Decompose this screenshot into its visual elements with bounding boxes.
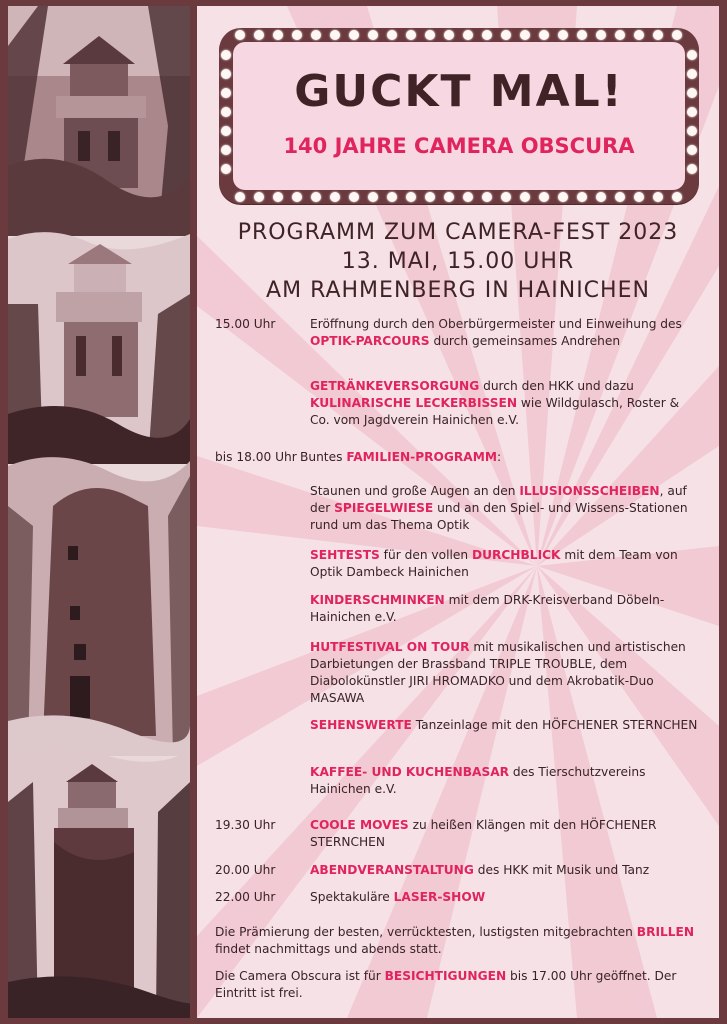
marquee-bulb <box>311 192 321 202</box>
highlight-text: GETRÄNKEVERSORGUNG <box>310 379 480 393</box>
marquee-bulb <box>221 69 231 79</box>
marquee-bulb <box>539 30 549 40</box>
program-description <box>310 316 700 350</box>
marquee-bulb <box>634 30 644 40</box>
highlight-text: FAMILIEN-PROGRAMM <box>346 450 497 464</box>
marquee-bulb <box>615 30 625 40</box>
body-text: Spektakuläre <box>310 890 394 904</box>
body-text: : <box>496 450 502 464</box>
marquee-bulb <box>687 107 697 117</box>
body-text: Die Prämierung der besten, verrücktesten, lustigsten mitgebrachten <box>215 925 637 939</box>
marquee-bulb <box>687 50 697 60</box>
marquee-bulb <box>221 88 231 98</box>
marquee-bulb <box>292 192 302 202</box>
marquee-bulb <box>235 30 245 40</box>
marquee-bulb <box>221 107 231 117</box>
program-description <box>310 592 700 626</box>
body-text: Staunen und große Augen an den <box>310 484 520 498</box>
program-heading: PROGRAMM ZUM CAMERA-FEST 2023 <box>237 220 679 245</box>
marquee-bulb <box>221 164 231 174</box>
program-description <box>310 547 700 581</box>
body-text: mit dem DRK-Kreisverband Döbeln-Hainichen e.V. <box>310 593 665 624</box>
highlight-text: OPTIK-PARCOURS <box>310 334 430 348</box>
marquee-bulb <box>596 30 606 40</box>
marquee-bulb <box>501 30 511 40</box>
program-time: 19.30 Uhr <box>215 818 276 832</box>
marquee-bulb <box>406 30 416 40</box>
marquee-bulb <box>387 30 397 40</box>
program-description <box>310 483 700 534</box>
body-text: mit musikalischen und artistischen Darbietungen der Brassband TRIPLE TROUBLE, dem Diabolokünstler JIRI HROMADKO und dem Akrobatik-Duo MASAWA <box>310 640 686 705</box>
marquee-bulb <box>425 192 435 202</box>
marquee-bulb <box>387 192 397 202</box>
marquee-bulb <box>653 192 663 202</box>
highlight-text: ABENDVERANSTALTUNG <box>310 863 474 877</box>
highlight-text: BESICHTIGUNGEN <box>384 969 507 983</box>
marquee-bulb <box>558 30 568 40</box>
footer-note <box>215 968 705 1002</box>
marquee-bulb <box>463 30 473 40</box>
highlight-text: ILLUSIONSSCHEIBEN <box>519 484 660 498</box>
highlight-text: SEHENSWERTE <box>310 718 412 732</box>
marquee-bulb <box>577 30 587 40</box>
program-description <box>310 639 700 707</box>
tower-photo-4 <box>8 742 190 1018</box>
page-title: GUCKT MAL! <box>294 66 624 117</box>
marquee-bulb <box>221 126 231 136</box>
body-text: wie Wildgulasch, Roster & Co. vom Jagdverein Hainichen e.V. <box>310 396 680 427</box>
footer-note <box>215 924 705 958</box>
marquee-bulb <box>687 88 697 98</box>
body-text: findet nachmittags und abends statt. <box>215 942 442 956</box>
program-time: 15.00 Uhr <box>215 317 276 331</box>
marquee-bulb <box>687 145 697 155</box>
program-description <box>300 449 690 466</box>
event-date: 13. MAI, 15.00 UHR <box>341 249 575 274</box>
program-time: 22.00 Uhr <box>215 890 276 904</box>
body-text: und an den Spiel- und Wissens-Stationen rund um das Thema Optik <box>310 501 688 532</box>
program-description <box>310 862 700 879</box>
tower-photo-3 <box>8 436 190 756</box>
marquee-bulb <box>406 192 416 202</box>
program-description <box>310 764 700 798</box>
highlight-text: KULINARISCHE LECKERBISSEN <box>310 396 518 410</box>
body-text: Die Camera Obscura ist für <box>215 969 385 983</box>
marquee-bulb <box>235 192 245 202</box>
marquee-bulb <box>311 30 321 40</box>
highlight-text: SEHTESTS <box>310 548 380 562</box>
marquee-bulb <box>672 192 682 202</box>
page-subtitle: 140 JAHRE CAMERA OBSCURA <box>283 134 635 158</box>
marquee-bulb <box>501 192 511 202</box>
body-text: durch gemeinsames Andrehen <box>429 334 621 348</box>
body-text: mit dem Team von Optik Dambeck Hainichen <box>310 548 678 579</box>
marquee-bulb <box>687 126 697 136</box>
marquee-bulb <box>482 30 492 40</box>
marquee-bulb <box>368 192 378 202</box>
body-text: Buntes <box>300 450 347 464</box>
body-text: zu heißen Klängen mit den HÖFCHENER STERNCHEN <box>310 818 657 849</box>
marquee-bulb <box>444 192 454 202</box>
body-text: , auf der <box>310 484 687 515</box>
marquee-bulb <box>349 30 359 40</box>
body-text: Tanzeinlage mit den HÖFCHENER STERNCHEN <box>411 718 698 732</box>
marquee-bulb <box>520 192 530 202</box>
marquee-bulb <box>292 30 302 40</box>
highlight-text: SPIEGELWIESE <box>334 501 434 515</box>
program-description <box>310 889 700 906</box>
body-text: des HKK mit Musik und Tanz <box>473 863 650 877</box>
marquee-bulb <box>482 192 492 202</box>
tower-photo-2 <box>8 224 190 464</box>
marquee-bulb <box>221 145 231 155</box>
marquee-bulb <box>577 192 587 202</box>
marquee-bulb <box>330 30 340 40</box>
body-text: des Tierschutzvereins Hainichen e.V. <box>310 765 646 796</box>
body-text: bis 17.00 Uhr geöffnet. Der Eintritt ist frei. <box>215 969 677 1000</box>
highlight-text: DURCHBLICK <box>471 548 561 562</box>
program-time: bis 18.00 Uhr <box>215 450 297 464</box>
marquee-bulb <box>653 30 663 40</box>
marquee-bulb <box>463 192 473 202</box>
highlight-text: COOLE MOVES <box>310 818 409 832</box>
marquee-bulb <box>254 192 264 202</box>
tower-photo-1 <box>8 6 190 236</box>
highlight-text: HUTFESTIVAL ON TOUR <box>310 640 470 654</box>
marquee-bulb <box>254 30 264 40</box>
marquee-bulb <box>273 30 283 40</box>
event-location: AM RAHMENBERG IN HAINICHEN <box>266 278 650 303</box>
marquee-inner <box>233 42 685 190</box>
marquee-bulb <box>615 192 625 202</box>
highlight-text: KINDERSCHMINKEN <box>310 593 445 607</box>
highlight-text: BRILLEN <box>636 925 695 939</box>
marquee-bulb <box>368 30 378 40</box>
marquee-bulb <box>634 192 644 202</box>
marquee-bulb <box>425 30 435 40</box>
program-description <box>310 817 700 851</box>
marquee-bulb <box>672 30 682 40</box>
marquee-bulb <box>687 164 697 174</box>
marquee-bulb <box>687 69 697 79</box>
marquee-bulb <box>539 192 549 202</box>
body-text: durch den HKK und dazu <box>479 379 634 393</box>
marquee-bulb <box>330 192 340 202</box>
marquee-sign <box>219 28 699 204</box>
marquee-bulb <box>596 192 606 202</box>
program-description <box>310 378 700 429</box>
marquee-bulb <box>520 30 530 40</box>
program-time: 20.00 Uhr <box>215 863 276 877</box>
highlight-text: KAFFEE- UND KUCHENBASAR <box>310 765 510 779</box>
marquee-bulb <box>349 192 359 202</box>
highlight-text: LASER-SHOW <box>393 890 486 904</box>
marquee-bulb <box>558 192 568 202</box>
marquee-bulb <box>444 30 454 40</box>
body-text: für den vollen <box>379 548 472 562</box>
marquee-bulb <box>273 192 283 202</box>
content-panel <box>197 6 719 1018</box>
marquee-bulb <box>221 50 231 60</box>
photo-strip <box>8 6 190 1018</box>
program-description <box>310 717 700 734</box>
body-text: Eröffnung durch den Oberbürgermeister und Einweihung des <box>310 317 682 331</box>
